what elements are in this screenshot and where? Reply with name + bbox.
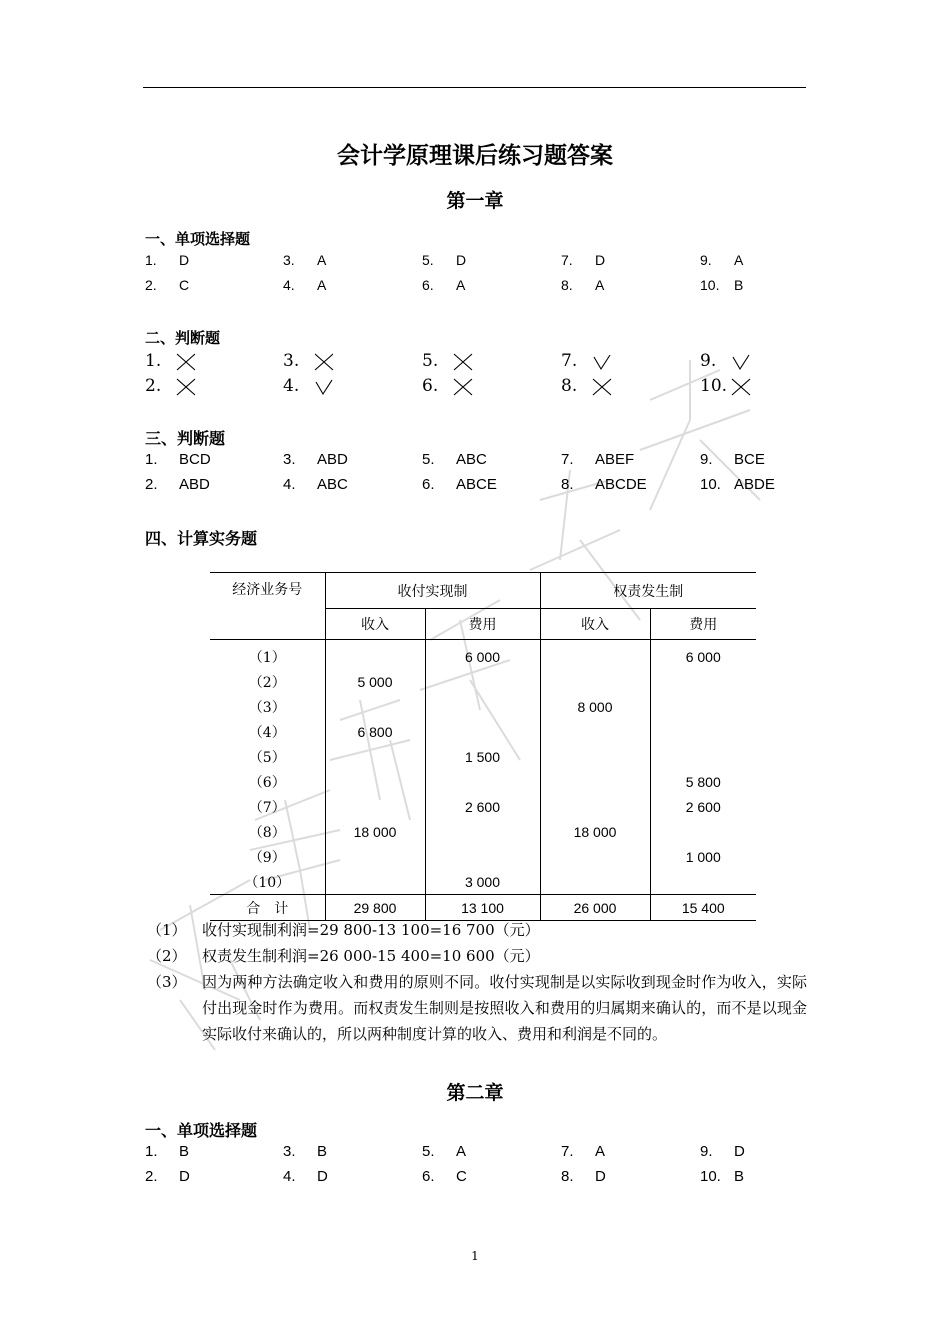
note-text: 权责发生制利润=26 000-15 400=10 600（元） xyxy=(202,947,540,965)
answer-item xyxy=(283,1143,327,1160)
question-number: 5. xyxy=(422,351,439,371)
note-text: 因为两种方法确定收入和费用的原则不同。收付实现制是以实际收到现金时作为收入，实际付出现金时作为费用。而权责发生制则是按照收入和费用的归属期来确认的，而不是以现金实际收付来确认的，所以两种制度计算的收入、费用和利润是不同的。 xyxy=(202,973,807,1043)
table-body xyxy=(210,640,756,895)
question-number: 8. xyxy=(561,277,573,293)
cash-expense xyxy=(425,719,540,744)
cash-expense xyxy=(425,694,540,719)
question-number: 5. xyxy=(422,252,434,268)
cash-income: 6 800 xyxy=(325,719,425,744)
answer-value: A xyxy=(595,277,605,293)
answer-value: B xyxy=(317,1143,328,1160)
answer-item xyxy=(700,451,765,468)
answer-value: ABEF xyxy=(595,451,635,468)
answer-item xyxy=(422,277,465,293)
question-number: 6. xyxy=(422,1168,435,1185)
ch1-mc-grid xyxy=(145,252,825,302)
accrual-income xyxy=(540,844,650,869)
question-number: 9. xyxy=(700,252,712,268)
item-number: （2） xyxy=(210,669,325,694)
answer-item xyxy=(145,451,211,468)
accounting-table xyxy=(210,572,756,921)
answer-value xyxy=(175,351,197,371)
note-3 xyxy=(145,969,807,1047)
answer-item xyxy=(283,277,326,293)
table-row xyxy=(210,744,756,769)
question-number: 2. xyxy=(145,376,162,396)
answer-item xyxy=(145,351,197,372)
answer-item xyxy=(422,376,474,397)
accrual-expense xyxy=(650,744,756,769)
question-number: 9. xyxy=(700,451,713,468)
cross-mark-icon xyxy=(730,377,752,397)
answer-value: B xyxy=(179,1143,190,1160)
question-number: 6. xyxy=(422,476,435,493)
answer-value xyxy=(452,376,474,396)
document-title: 会计学原理课后练习题答案 xyxy=(337,142,613,169)
total-accrual-expense: 15 400 xyxy=(681,899,725,916)
answer-value: ABC xyxy=(456,451,487,468)
answer-value: D xyxy=(456,252,467,268)
check-mark-icon xyxy=(730,352,752,372)
answer-item xyxy=(145,476,210,493)
page-number: 1 xyxy=(471,1249,479,1263)
question-number: 3. xyxy=(283,451,296,468)
answer-value: D xyxy=(595,1168,606,1185)
header-cash-income: 收入 xyxy=(325,609,425,640)
question-number: 8. xyxy=(561,1168,574,1185)
cash-expense: 2 600 xyxy=(425,794,540,819)
cash-income: 5 000 xyxy=(325,669,425,694)
cash-income: 18 000 xyxy=(325,819,425,844)
table-row xyxy=(210,669,756,694)
answer-row xyxy=(145,451,825,476)
accrual-income xyxy=(540,719,650,744)
accrual-expense xyxy=(650,819,756,844)
cash-income xyxy=(325,640,425,670)
accrual-income xyxy=(540,744,650,769)
note-text: 收付实现制利润=29 800-13 100=16 700（元） xyxy=(202,921,540,939)
answer-value: B xyxy=(734,277,744,293)
table-row xyxy=(210,794,756,819)
accrual-expense xyxy=(650,669,756,694)
question-number: 10. xyxy=(700,277,720,293)
question-number: 5. xyxy=(422,451,435,468)
header-item: 经济业务号 xyxy=(210,573,325,640)
accrual-income: 8 000 xyxy=(540,694,650,719)
answer-item xyxy=(145,252,189,268)
total-accrual-income: 26 000 xyxy=(540,895,650,921)
answer-item xyxy=(422,351,474,372)
accrual-income xyxy=(540,669,650,694)
item-number: （9） xyxy=(210,844,325,869)
answer-item xyxy=(422,451,487,468)
answer-item xyxy=(422,476,497,493)
table-row xyxy=(210,719,756,744)
cash-expense xyxy=(425,819,540,844)
question-number: 2. xyxy=(145,476,158,493)
cash-expense xyxy=(425,669,540,694)
answer-item xyxy=(283,451,348,468)
note-number: （2） xyxy=(147,947,187,965)
question-number: 1. xyxy=(145,351,162,371)
answer-item xyxy=(283,252,326,268)
question-number: 7. xyxy=(561,252,573,268)
answer-value xyxy=(591,376,613,396)
answer-value: ABD xyxy=(179,476,210,493)
question-number: 4. xyxy=(283,376,300,396)
question-number: 8. xyxy=(561,376,578,396)
answer-item xyxy=(700,476,775,493)
cash-income xyxy=(325,744,425,769)
accrual-expense xyxy=(650,694,756,719)
answer-item xyxy=(700,1168,744,1185)
question-number: 4. xyxy=(283,277,295,293)
question-number: 1. xyxy=(145,1143,158,1160)
cash-expense xyxy=(425,769,540,794)
ch1-multi-grid xyxy=(145,451,825,501)
accrual-expense xyxy=(650,869,756,895)
note-number: （3） xyxy=(147,973,187,991)
item-number: （8） xyxy=(210,819,325,844)
answer-value: D xyxy=(179,1168,190,1185)
answer-item xyxy=(700,376,752,397)
check-mark-icon xyxy=(591,352,613,372)
cash-expense: 3 000 xyxy=(425,869,540,895)
question-number: 2. xyxy=(145,277,157,293)
answer-row xyxy=(145,476,825,501)
cash-income xyxy=(325,769,425,794)
check-mark-icon xyxy=(313,377,335,397)
question-number: 3. xyxy=(283,1143,296,1160)
table-row xyxy=(210,769,756,794)
answer-item xyxy=(145,277,189,293)
answer-value: D xyxy=(595,252,606,268)
question-number: 7. xyxy=(561,451,574,468)
ch1-calc-title: 四、计算实务题 xyxy=(145,529,258,548)
accrual-expense: 2 600 xyxy=(685,798,721,815)
question-number: 7. xyxy=(561,351,578,371)
cross-mark-icon xyxy=(452,377,474,397)
answer-item xyxy=(561,1168,606,1185)
item-number: （4） xyxy=(210,719,325,744)
answer-item xyxy=(145,1143,189,1160)
question-number: 10. xyxy=(700,376,728,396)
item-number: （5） xyxy=(210,744,325,769)
ch2-mc-title: 一、单项选择题 xyxy=(145,1121,258,1140)
answer-value: ABCE xyxy=(456,476,497,493)
header-cash-expense: 费用 xyxy=(425,609,540,640)
table-row xyxy=(210,819,756,844)
answer-value: D xyxy=(734,1143,745,1160)
cash-income xyxy=(325,869,425,895)
ch1-tf-grid xyxy=(145,351,825,401)
answer-value: A xyxy=(456,1143,467,1160)
answer-value: D xyxy=(179,252,190,268)
accrual-income xyxy=(540,769,650,794)
answer-item xyxy=(561,252,605,268)
cash-expense: 1 500 xyxy=(425,744,540,769)
total-cash-income: 29 800 xyxy=(325,895,425,921)
question-number: 7. xyxy=(561,1143,574,1160)
item-number: （1） xyxy=(210,640,325,670)
cash-income xyxy=(325,844,425,869)
accrual-income xyxy=(540,640,650,670)
cross-mark-icon xyxy=(452,352,474,372)
answer-item xyxy=(283,1168,328,1185)
cross-mark-icon xyxy=(313,352,335,372)
accrual-expense xyxy=(650,719,756,744)
answer-value: C xyxy=(179,277,190,293)
question-number: 5. xyxy=(422,1143,435,1160)
question-number: 3. xyxy=(283,252,295,268)
answer-item xyxy=(561,451,634,468)
answer-value: A xyxy=(456,277,466,293)
cross-mark-icon xyxy=(175,352,197,372)
answer-item xyxy=(561,1143,605,1160)
answer-item xyxy=(561,277,604,293)
question-number: 6. xyxy=(422,277,434,293)
accrual-income: 18 000 xyxy=(540,819,650,844)
question-number: 3. xyxy=(283,351,300,371)
ch1-mc-title: 一、单项选择题 xyxy=(145,230,251,248)
header-accrual-income: 收入 xyxy=(540,609,650,640)
question-number: 4. xyxy=(283,476,296,493)
top-rule xyxy=(143,87,806,88)
cash-income xyxy=(325,794,425,819)
answer-row xyxy=(145,252,825,277)
question-number: 1. xyxy=(145,252,157,268)
answer-value: C xyxy=(456,1168,467,1185)
question-number: 9. xyxy=(700,1143,713,1160)
note-1 xyxy=(145,917,807,943)
answer-value: B xyxy=(734,1168,745,1185)
answer-item xyxy=(700,277,743,293)
note-2 xyxy=(145,943,807,969)
accrual-income xyxy=(540,869,650,895)
answer-value xyxy=(730,351,752,371)
answer-value: A xyxy=(734,252,744,268)
answer-item xyxy=(422,1168,467,1185)
answer-item xyxy=(145,376,197,397)
answer-row xyxy=(145,1168,825,1193)
answer-item xyxy=(283,476,348,493)
table-row xyxy=(210,640,756,670)
calculation-notes xyxy=(145,917,807,1047)
cross-mark-icon xyxy=(591,377,613,397)
item-number: （6） xyxy=(210,769,325,794)
cash-expense: 6 000 xyxy=(425,640,540,670)
answer-row xyxy=(145,277,825,302)
item-number: （10） xyxy=(210,869,325,895)
question-number: 2. xyxy=(145,1168,158,1185)
answer-value: ABDE xyxy=(734,476,775,493)
ch2-mc-grid xyxy=(145,1143,825,1193)
note-number: （1） xyxy=(147,921,187,939)
chapter1-heading: 第一章 xyxy=(446,190,504,212)
item-number: （3） xyxy=(210,694,325,719)
accrual-income xyxy=(540,794,650,819)
answer-value xyxy=(175,376,197,396)
answer-value: ABD xyxy=(317,451,348,468)
answer-item xyxy=(283,351,335,372)
answer-row xyxy=(145,1143,825,1168)
answer-item xyxy=(561,476,647,493)
answer-item xyxy=(700,1143,745,1160)
ch1-multi-title: 三、判断题 xyxy=(145,429,226,448)
question-number: 10. xyxy=(700,1168,721,1185)
cash-expense xyxy=(425,844,540,869)
cross-mark-icon xyxy=(175,377,197,397)
answer-value: A xyxy=(317,252,327,268)
answer-value: ABCDE xyxy=(595,476,647,493)
accrual-expense: 6 000 xyxy=(685,648,721,665)
answer-value: D xyxy=(317,1168,328,1185)
answer-item xyxy=(700,351,752,372)
answer-value: ABC xyxy=(317,476,348,493)
answer-item xyxy=(283,376,335,397)
table-row xyxy=(210,869,756,895)
answer-item xyxy=(561,351,613,372)
answer-value xyxy=(591,351,613,371)
answer-value xyxy=(313,376,335,396)
answer-value: A xyxy=(317,277,327,293)
answer-item xyxy=(700,252,743,268)
answer-value xyxy=(452,351,474,371)
answer-value: A xyxy=(595,1143,606,1160)
answer-item xyxy=(145,1168,190,1185)
question-number: 8. xyxy=(561,476,574,493)
question-number: 6. xyxy=(422,376,439,396)
table-row xyxy=(210,844,756,869)
answer-value: BCD xyxy=(179,451,211,468)
question-number: 1. xyxy=(145,451,158,468)
answer-value: BCE xyxy=(734,451,765,468)
accrual-expense: 1 000 xyxy=(685,848,721,865)
total-cash-expense: 13 100 xyxy=(425,895,540,921)
question-number: 9. xyxy=(700,351,717,371)
chapter2-heading: 第二章 xyxy=(446,1082,504,1104)
answer-value xyxy=(730,376,752,396)
ch1-tf-title: 二、判断题 xyxy=(145,329,221,347)
accrual-expense: 5 800 xyxy=(685,773,721,790)
cash-income xyxy=(325,694,425,719)
header-accrual-expense: 费用 xyxy=(689,617,718,633)
answer-item xyxy=(422,252,466,268)
header-accrual-basis: 权责发生制 xyxy=(540,573,756,609)
question-number: 4. xyxy=(283,1168,296,1185)
answer-row xyxy=(145,376,825,401)
answer-item xyxy=(561,376,613,397)
answer-value xyxy=(313,351,335,371)
answer-item xyxy=(422,1143,466,1160)
answer-row xyxy=(145,351,825,376)
total-label: 合 计 xyxy=(210,895,325,921)
table-row xyxy=(210,694,756,719)
item-number: （7） xyxy=(210,794,325,819)
question-number: 10. xyxy=(700,476,721,493)
header-cash-basis: 收付实现制 xyxy=(325,573,540,609)
